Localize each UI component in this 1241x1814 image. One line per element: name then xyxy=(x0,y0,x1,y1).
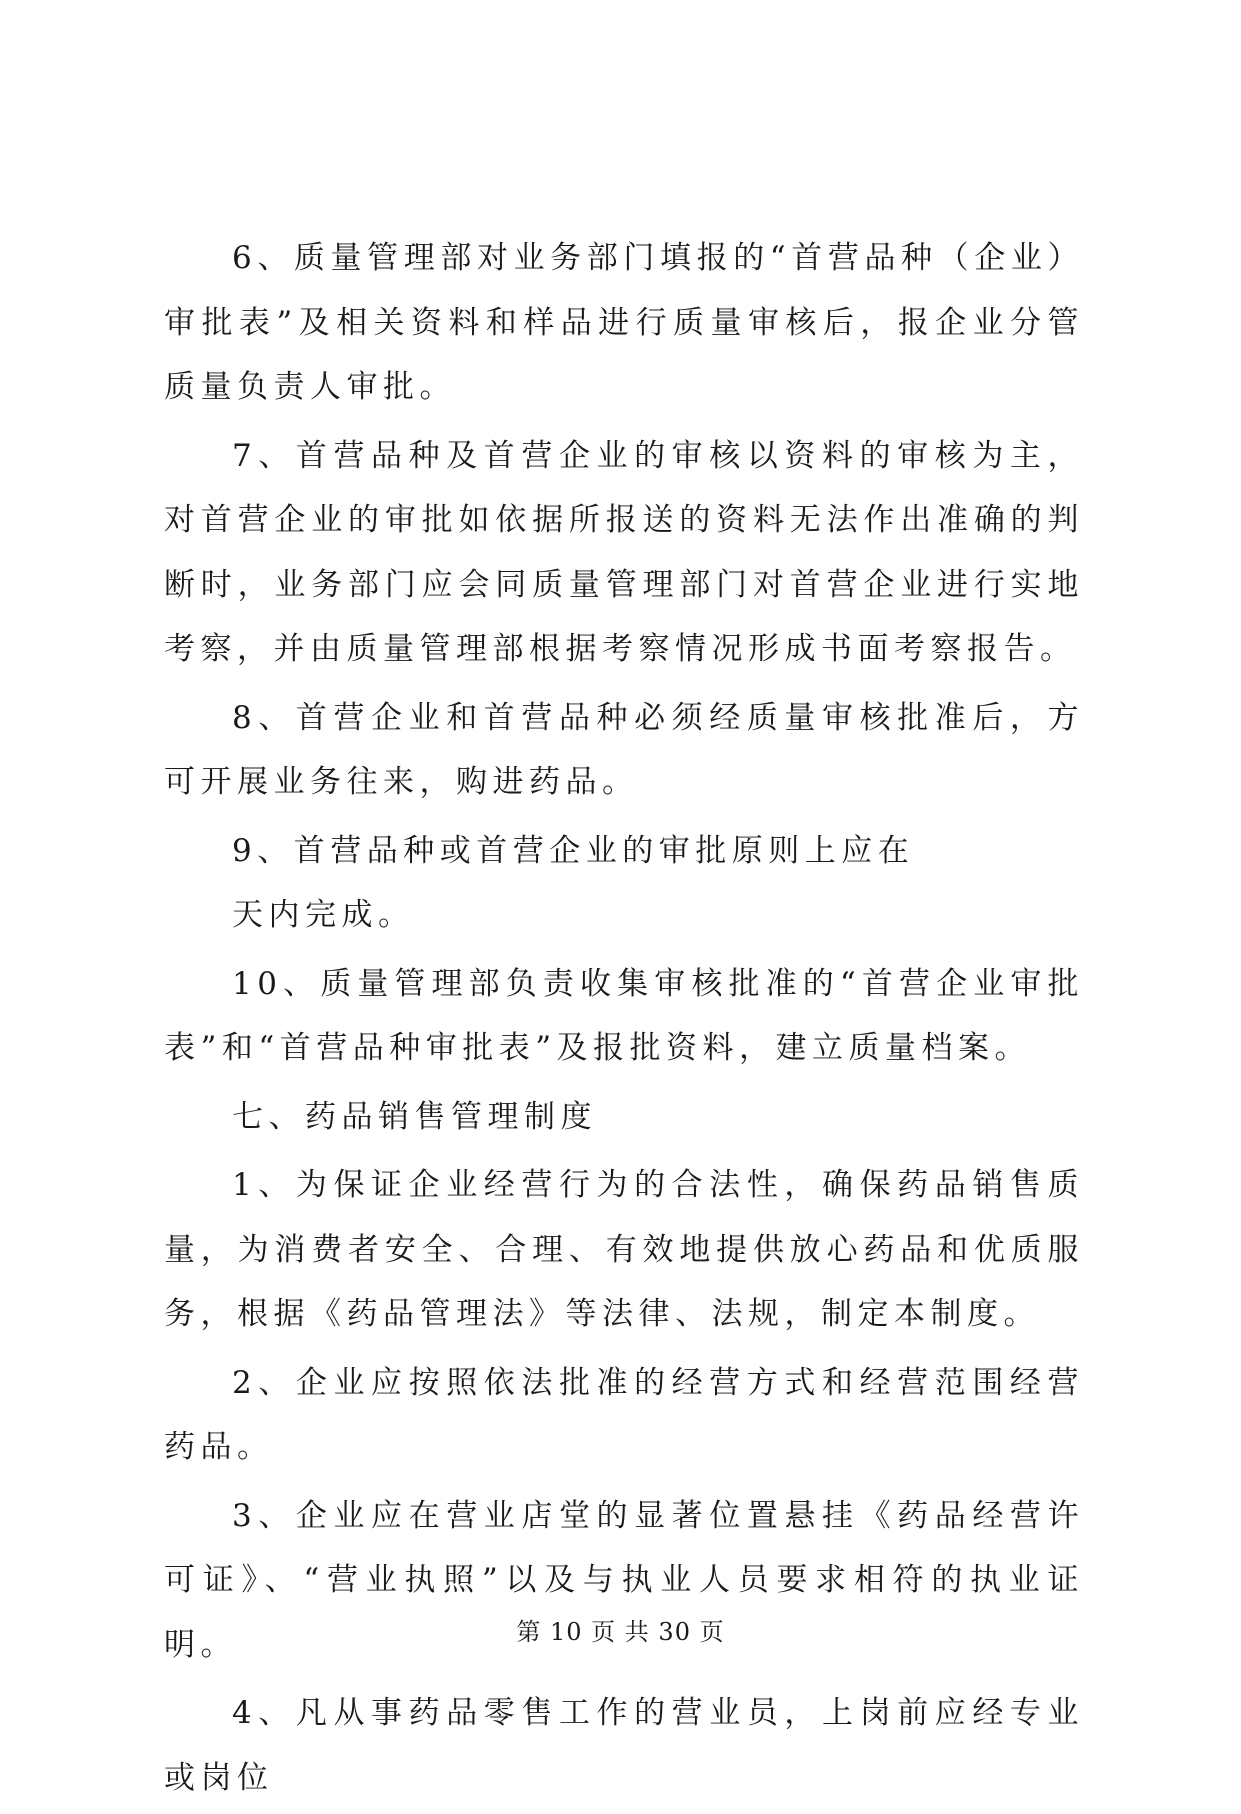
paragraph-sales-1: 1、为保证企业经营行为的合法性，确保药品销售质量，为消费者安全、合理、有效地提供放心药品和优质服务，根据《药品管理法》等法律、法规，制定本制度。 xyxy=(164,1167,1084,1332)
paragraph-item-7: 7、首营品种及首营企业的审核以资料的审核为主，对首营企业的审批如依据所报送的资料无法作出准确的判断时，业务部门应会同质量管理部门对首营企业进行实地考察，并由质量管理部根据考察情况形成书面考察报告。 xyxy=(164,437,1084,667)
document-body xyxy=(164,226,1084,1814)
paragraph-item-9: 9、首营品种或首营企业的审批原则上应在 xyxy=(232,832,915,869)
section-heading: 七、药品销售管理制度 xyxy=(232,1098,597,1135)
paragraph-item-8: 8、首营企业和首营品种必须经质量审核批准后，方可开展业务往来，购进药品。 xyxy=(164,699,1084,800)
page-number-footer: 第 10 页 共 30 页 xyxy=(516,1618,725,1646)
paragraph-sales-4: 4、凡从事药品零售工作的营业员，上岗前应经专业或岗位 xyxy=(164,1695,1084,1796)
paragraph-item-10: 10、质量管理部负责收集审核批准的“首营企业审批表”和“首营品种审批表”及报批资料，建立质量档案。 xyxy=(164,965,1084,1066)
paragraph-item-9-continuation: 天内完成。 xyxy=(232,897,415,933)
paragraph-item-6: 6、质量管理部对业务部门填报的“首营品种（企业）审批表”及相关资料和样品进行质量审核后，报企业分管质量负责人审批。 xyxy=(164,240,1084,405)
paragraph-sales-3: 3、企业应在营业店堂的显著位置悬挂《药品经营许可证》、“营业执照”以及与执业人员要求相符的执业证明。 xyxy=(164,1497,1084,1663)
paragraph-sales-2: 2、企业应按照依法批准的经营方式和经营范围经营药品。 xyxy=(164,1364,1084,1465)
